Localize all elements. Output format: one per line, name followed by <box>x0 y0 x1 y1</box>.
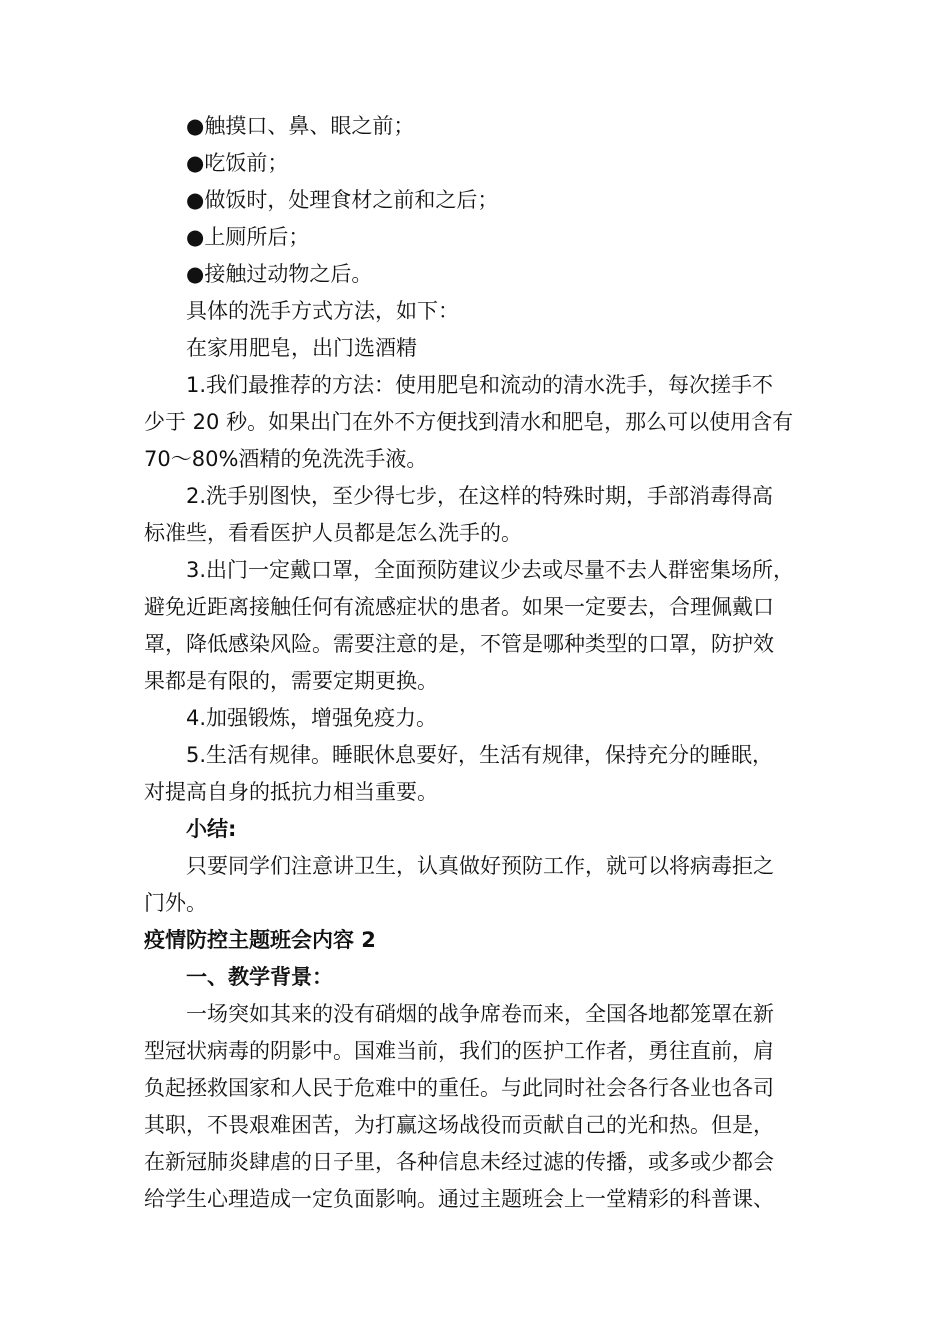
paragraph-line: 罩，降低感染风险。需要注意的是，不管是哪种类型的口罩，防护效 <box>144 632 774 656</box>
bullet-line: ●吃饭前； <box>186 151 289 175</box>
numbered-item-line: 1.我们最推荐的方法：使用肥皂和流动的清水洗手，每次搓手不 <box>186 373 774 397</box>
paragraph-line: 只要同学们注意讲卫生，认真做好预防工作，就可以将病毒拒之 <box>186 854 774 878</box>
paragraph-line: 具体的洗手方式方法，如下： <box>186 299 459 323</box>
bullet-line: ●接触过动物之后。 <box>186 262 373 286</box>
paragraph-line: 一场突如其来的没有硝烟的战争席卷而来，全国各地都笼罩在新 <box>186 1002 774 1026</box>
paragraph-line: 少于 20 秒。如果出门在外不方便找到清水和肥皂，那么可以使用含有 <box>144 410 794 434</box>
numbered-item-line: 5.生活有规律。睡眠休息要好，生活有规律，保持充分的睡眠， <box>186 743 774 767</box>
paragraph-line: 负起拯救国家和人民于危难中的重任。与此同时社会各行各业也各司 <box>144 1076 774 1100</box>
section-title: 疫情防控主题班会内容 2 <box>144 928 376 952</box>
numbered-item-line: 3.出门一定戴口罩，全面预防建议少去或尽量不去人群密集场所， <box>186 558 795 582</box>
subsection-heading: 一、教学背景： <box>186 965 333 989</box>
paragraph-line: 型冠状病毒的阴影中。国难当前，我们的医护工作者，勇往直前，肩 <box>144 1039 774 1063</box>
paragraph-line: 给学生心理造成一定负面影响。通过主题班会上一堂精彩的科普课、 <box>144 1187 774 1211</box>
summary-heading: 小结: <box>186 817 237 841</box>
numbered-item-line: 4.加强锻炼，增强免疫力。 <box>186 706 438 730</box>
document-body <box>144 108 826 1218</box>
paragraph-line: 其职，不畏艰难困苦，为打赢这场战役而贡献自己的光和热。但是， <box>144 1113 774 1137</box>
numbered-item-line: 2.洗手别图快，至少得七步，在这样的特殊时期，手部消毒得高 <box>186 484 774 508</box>
bullet-line: ●做饭时，处理食材之前和之后； <box>186 188 499 212</box>
paragraph-line: 在新冠肺炎肆虐的日子里，各种信息未经过滤的传播，或多或少都会 <box>144 1150 774 1174</box>
paragraph-line: 门外。 <box>144 891 207 915</box>
paragraph-line: 在家用肥皂，出门选酒精 <box>186 336 417 360</box>
paragraph-line: 对提高自身的抵抗力相当重要。 <box>144 780 438 804</box>
paragraph-line: 避免近距离接触任何有流感症状的患者。如果一定要去，合理佩戴口 <box>144 595 774 619</box>
paragraph-line: 标准些，看看医护人员都是怎么洗手的。 <box>144 521 522 545</box>
bullet-line: ●上厕所后； <box>186 225 310 249</box>
bullet-line: ●触摸口、鼻、眼之前； <box>186 114 415 138</box>
paragraph-line: 果都是有限的，需要定期更换。 <box>144 669 438 693</box>
paragraph-line: 70～80%酒精的免洗洗手液。 <box>144 447 428 471</box>
